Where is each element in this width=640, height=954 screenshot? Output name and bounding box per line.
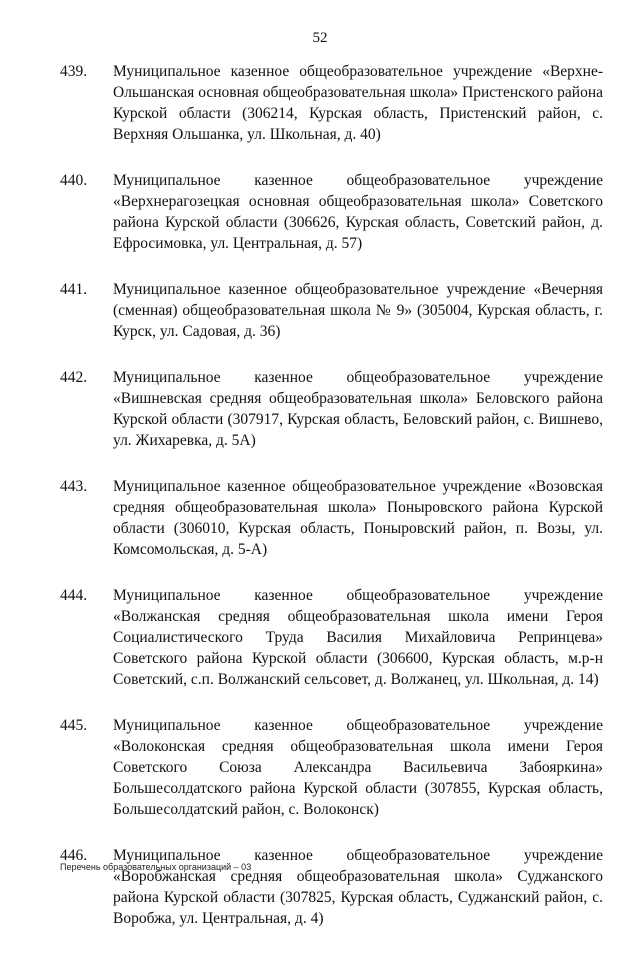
page-number: 52	[312, 30, 328, 46]
entry-number: 439.	[60, 63, 88, 80]
entry-text: Муниципальное казенное общеобразовательное учреждение «Волжанская средняя общеобразовательная школа имени Героя Социалистического Труда Василия Михайловича Репринцева» Советского района Курской области (306600, Курская область, м.р-н Советский, с.п. Волжанский сельсовет, д. Волжанец, ул. Школьная, д. 14)	[113, 587, 603, 688]
list-item	[0, 367, 640, 451]
entry-text: Муниципальное казенное общеобразовательное учреждение «Волоконская средняя общеобразовательная школа имени Героя Советского Союза Александра Васильевича Забояркина» Большесолдатского района Курской области (307855, Курская область, Большесолдатский район, с. Волоконск)	[113, 717, 603, 818]
entry-number: 445.	[60, 717, 88, 734]
entry-list	[0, 61, 640, 954]
entry-text: Муниципальное казенное общеобразовательное учреждение «Верхнерагозецкая основная общеобразовательная школа» Советского района Курской области (306626, Курская область, Советский район, д. Ефросимовка, ул. Центральная, д. 57)	[113, 172, 603, 252]
list-item	[0, 585, 640, 690]
entry-number: 446.	[60, 847, 88, 864]
entry-number: 443.	[60, 478, 88, 495]
list-item	[0, 279, 640, 342]
entry-text: Муниципальное казенное общеобразовательное учреждение «Вечерняя (сменная) общеобразовательная школа № 9» (305004, Курская область, г. Курск, ул. Садовая, д. 36)	[113, 281, 603, 340]
list-item	[0, 170, 640, 254]
entry-text: Муниципальное казенное общеобразовательное учреждение «Воробжанская средняя общеобразовательная школа» Суджанского района Курской области (307825, Курская область, Суджанский район, с. Воробжа, ул. Центральная, д. 4)	[113, 847, 603, 927]
list-item	[0, 61, 640, 145]
list-item	[0, 476, 640, 560]
entry-text: Муниципальное казенное общеобразовательное учреждение «Возовская средняя общеобразовательная школа» Поныровского района Курской области (306010, Курская область, Поныровский район, п. Возы, ул. Комсомольская, д. 5-А)	[113, 478, 603, 558]
entry-text: Муниципальное казенное общеобразовательное учреждение «Верхне-Ольшанская основная общеобразовательная школа» Пристенского района Курской области (306214, Курская область, Пристенский район, с. Верхняя Ольшанка, ул. Школьная, д. 40)	[113, 63, 603, 143]
entry-number: 441.	[60, 281, 88, 298]
entry-number: 440.	[60, 172, 88, 189]
page-footer: Перечень образовательных организаций – 03	[60, 862, 252, 872]
entry-number: 442.	[60, 369, 88, 386]
list-item	[0, 715, 640, 820]
list-item	[0, 845, 640, 929]
entry-number: 444.	[60, 587, 88, 604]
entry-text: Муниципальное казенное общеобразовательное учреждение «Вишневская средняя общеобразовательная школа» Беловского района Курской области (307917, Курская область, Беловский район, с. Вишнево, ул. Жихаревка, д. 5А)	[113, 369, 603, 449]
